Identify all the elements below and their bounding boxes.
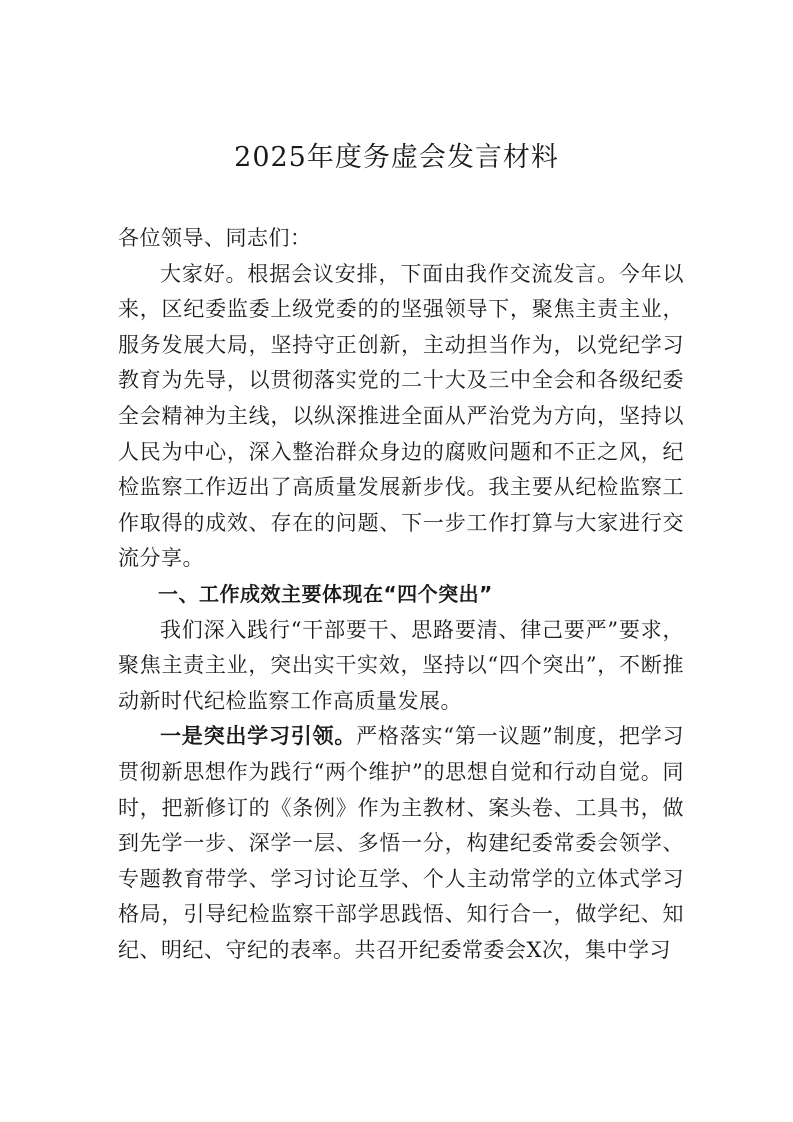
- salutation: 各位领导、同志们：: [118, 226, 312, 250]
- section-heading-1: 一、工作成效主要体现在“四个突出”: [158, 581, 493, 606]
- point-1-lead: 一是突出学习引领。: [160, 724, 357, 749]
- section-1-paragraph: 我们深入践行“干部要干、思路要清、律己要严”要求，聚焦主责主业，突出实干实效，坚持以“四个突出”，不断推动新时代纪检监察工作高质量发展。: [118, 617, 684, 713]
- document-title: 2025年度务虚会发言材料: [234, 142, 559, 173]
- intro-paragraph: 大家好。根据会议安排，下面由我作交流发言。今年以来，区纪委监委上级党委的的坚强领导下，聚焦主责主业，服务发展大局，坚持守正创新，主动担当作为，以党纪学习教育为先导，以贯彻落实党的二十大及三中全会和各级纪委全会精神为主线，以纵深推进全面从严治党为方向，坚持以人民为中心，深入整治群众身边的腐败问题和不正之风，纪检监察工作迈出了高质量发展新步伐。我主要从纪检监察工作取得的成效、存在的问题、下一步工作打算与大家进行交流分享。: [118, 261, 684, 571]
- point-1-text: 严格落实“第一议题”制度，把学习贯彻新思想作为践行“两个维护”的思想自觉和行动自觉。同时，把新修订的《条例》作为主教材、案头卷、工具书，做到先学一步、深学一层、多悟一分，构建纪委常委会领学、专题教育带学、学习讨论互学、个人主动常学的立体式学习格局，引导纪检监察干部学思践悟、知行合一，做学纪、知纪、明纪、守纪的表率。共召开纪委常委会X次，集中学习: [118, 724, 684, 962]
- document-body: [118, 221, 684, 968]
- point-1-paragraph: [118, 719, 684, 968]
